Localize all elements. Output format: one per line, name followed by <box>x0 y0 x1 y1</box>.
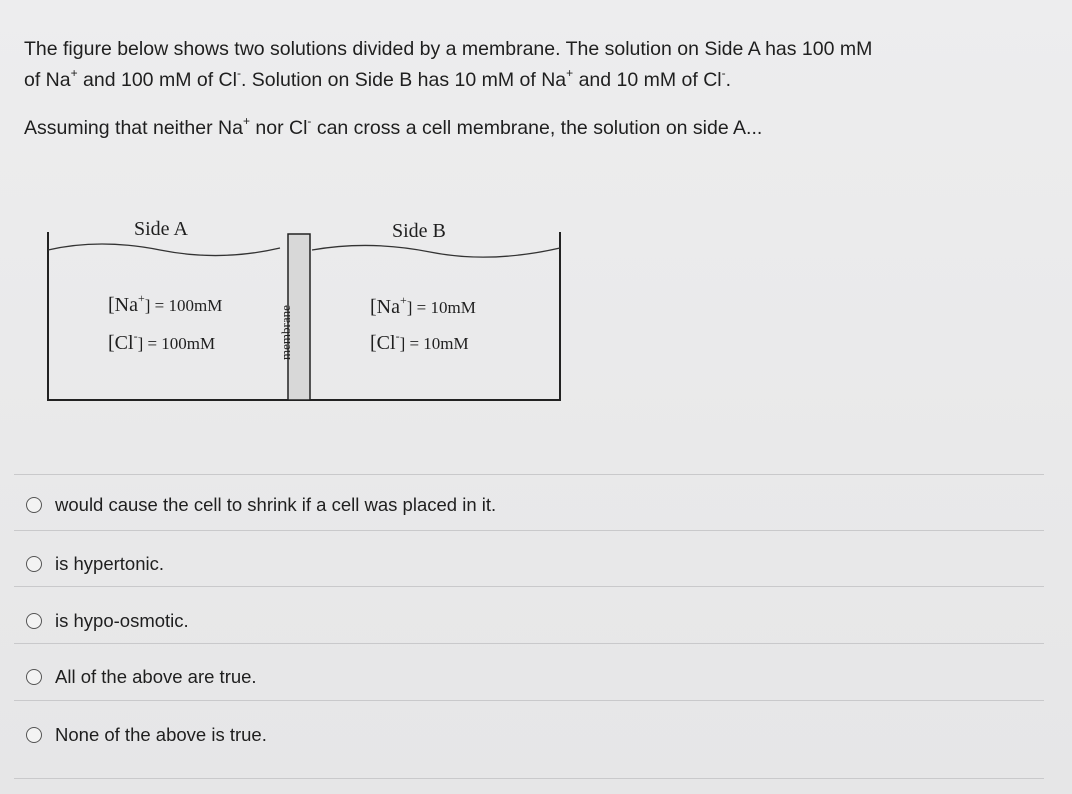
option-label: would cause the cell to shrink if a cell was placed in it. <box>55 494 497 515</box>
radio-button-icon[interactable] <box>26 613 42 629</box>
divider <box>14 530 1044 531</box>
radio-button-icon[interactable] <box>26 727 42 743</box>
answer-option-1[interactable] <box>26 494 496 516</box>
surface-side-a <box>48 244 280 256</box>
divider <box>14 474 1044 475</box>
divider <box>14 700 1044 701</box>
side-a-na-conc: [Na+] = 100mM <box>108 291 223 316</box>
surface-side-b <box>312 245 560 257</box>
side-a-label: Side A <box>134 218 188 240</box>
answer-option-3[interactable] <box>26 610 189 632</box>
radio-button-icon[interactable] <box>26 497 42 513</box>
option-label: is hypo-osmotic. <box>55 610 189 631</box>
option-label: All of the above are true. <box>55 666 257 687</box>
divider <box>14 643 1044 644</box>
membrane-diagram: Side A Side B [Na+] = 100mM [Cl-] = 100mM [Na+] = 10mM [Cl-] = 10mM membrane <box>40 210 570 410</box>
option-label: is hypertonic. <box>55 553 164 574</box>
divider <box>14 778 1044 779</box>
side-b-label: Side B <box>392 220 446 242</box>
radio-button-icon[interactable] <box>26 669 42 685</box>
option-label: None of the above is true. <box>55 724 267 745</box>
question-prompt: Assuming that neither Na+ nor Cl- can cross a cell membrane, the solution on side A... <box>24 113 763 139</box>
side-b-cl-conc: [Cl-] = 10mM <box>370 329 469 354</box>
radio-button-icon[interactable] <box>26 556 42 572</box>
question-text <box>24 34 1044 96</box>
answer-option-2[interactable] <box>26 553 164 575</box>
divider <box>14 586 1044 587</box>
question-line-1: The figure below shows two solutions divided by a membrane. The solution on Side A has 100 mM <box>24 38 873 60</box>
answer-option-4[interactable] <box>26 666 257 688</box>
answer-option-5[interactable] <box>26 724 267 746</box>
question-line-2: of Na+ and 100 mM of Cl-. Solution on Side B has 10 mM of Na+ and 10 mM of Cl-. <box>24 65 732 91</box>
side-a-cl-conc: [Cl-] = 100mM <box>108 329 216 354</box>
side-b-na-conc: [Na+] = 10mM <box>370 293 476 318</box>
